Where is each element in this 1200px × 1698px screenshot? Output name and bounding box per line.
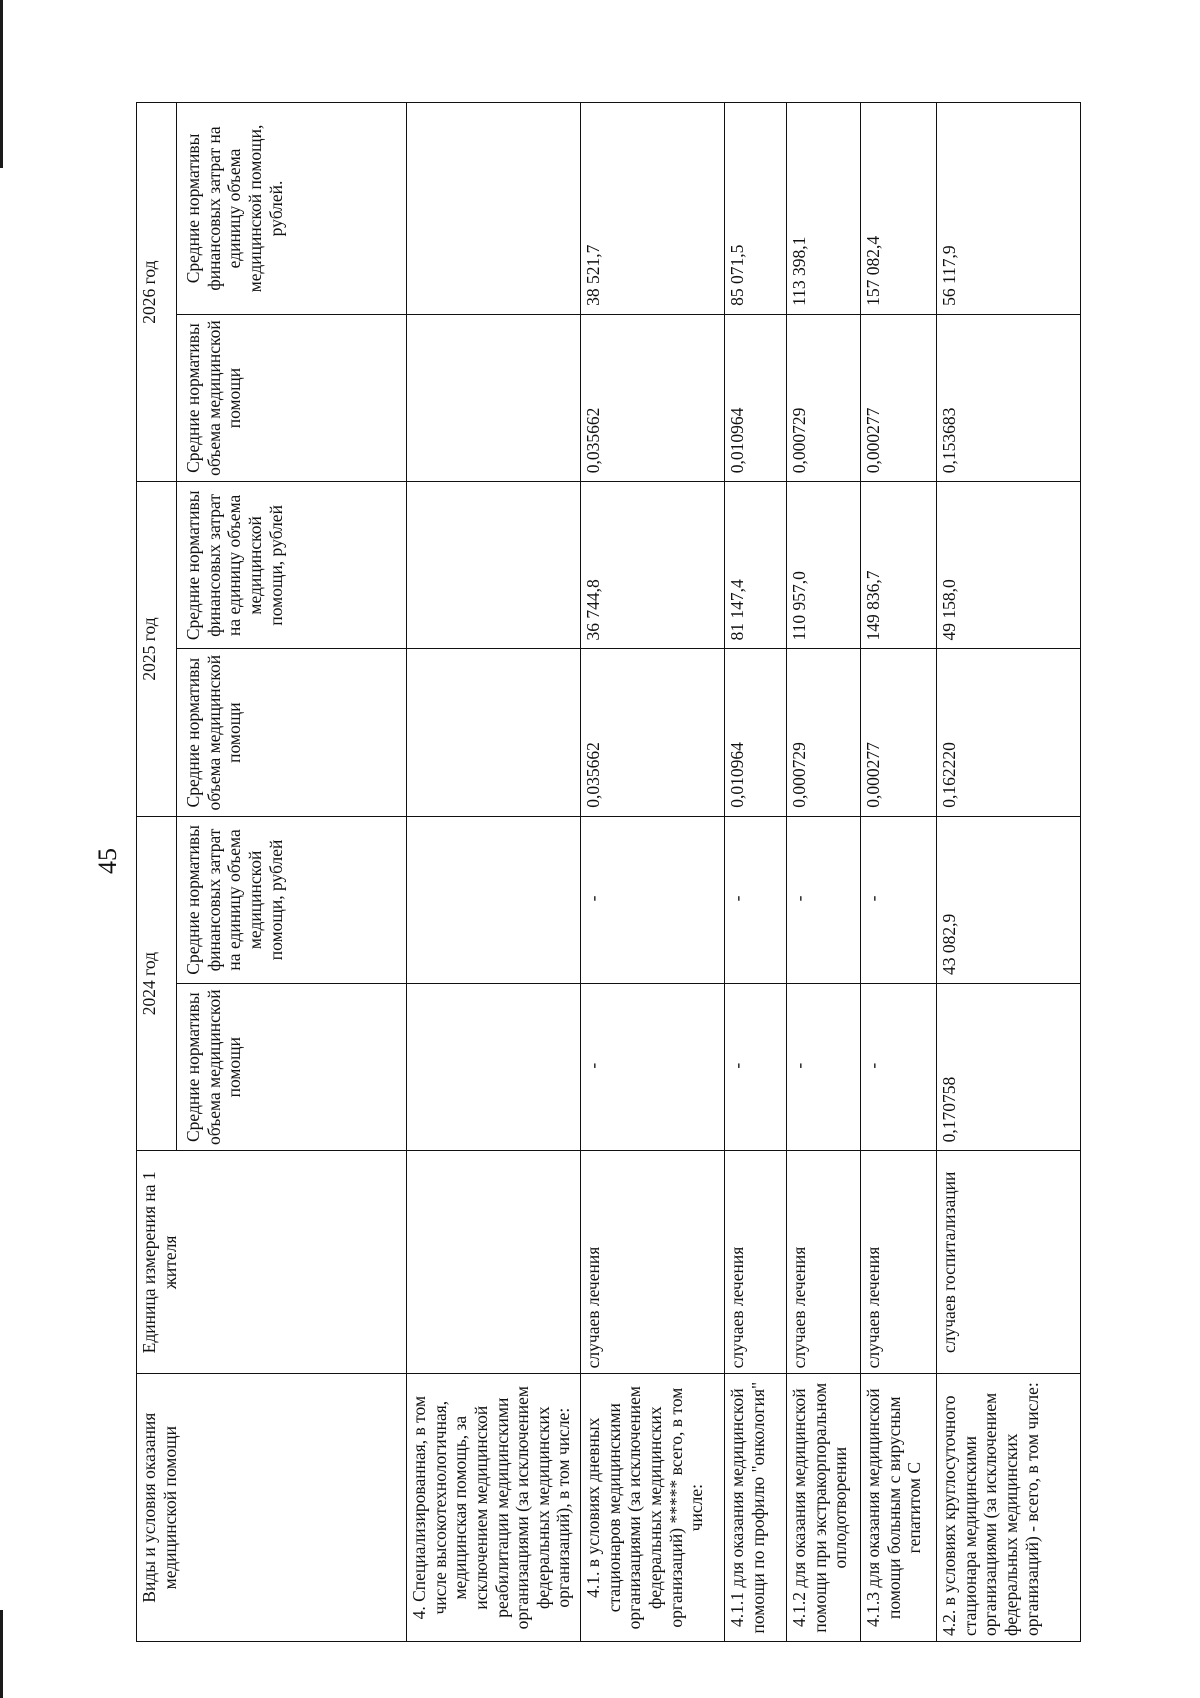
row-unit: случаев лечения xyxy=(861,1151,937,1374)
value-2025-volume: 0,000729 xyxy=(787,649,861,816)
row-kind: 4. Специализированная, в том числе высокотехнологичная, медицинская помощь, за исключением медицинской реабилитации медицинскими организациями (за исключением федеральных медицинских организаций), в том числе: xyxy=(407,1374,581,1642)
value-2026-volume: 0,000729 xyxy=(787,314,861,481)
header-unit: Единица измерения на 1 жителя xyxy=(137,1151,407,1374)
value-2024-cost: 43 082,9 xyxy=(937,816,1081,983)
value-2025-volume: 0,035662 xyxy=(581,649,725,816)
row-kind: 4.1.1 для оказания медицинской помощи по профилю "онкология" xyxy=(725,1374,787,1642)
row-unit: случаев лечения xyxy=(581,1151,725,1374)
value-2026-cost: 56 117,9 xyxy=(937,103,1081,315)
table-row xyxy=(581,103,725,1642)
value-2025-volume: 0,162220 xyxy=(937,649,1081,816)
value-2026-volume: 0,153683 xyxy=(937,314,1081,481)
subheader-volume-2026: Средние нормативы объема медицинской помощи xyxy=(177,314,407,481)
value-2026-volume: 0,035662 xyxy=(581,314,725,481)
value-2025-volume: 0,000277 xyxy=(861,649,937,816)
value-2025-volume: 0,010964 xyxy=(725,649,787,816)
value-2026-cost xyxy=(407,103,581,315)
value-2026-volume: 0,010964 xyxy=(725,314,787,481)
value-2025-cost: 49 158,0 xyxy=(937,482,1081,649)
scan-edge-line xyxy=(0,1610,3,1698)
medical-care-norms-table xyxy=(136,102,1081,1642)
value-2024-cost: - xyxy=(787,816,861,983)
header-year-2024: 2024 год xyxy=(137,816,177,1151)
value-2025-cost: 149 836,7 xyxy=(861,482,937,649)
table-row xyxy=(861,103,937,1642)
value-2024-volume: - xyxy=(861,984,937,1151)
value-2026-volume: 0,000277 xyxy=(861,314,937,481)
value-2024-volume xyxy=(407,984,581,1151)
row-unit: случаев лечения xyxy=(725,1151,787,1374)
scan-edge-line xyxy=(0,0,3,168)
subheader-cost-2025: Средние нормативы финансовых затрат на единицу объема медицинской помощи, рублей xyxy=(177,482,407,649)
row-kind: 4.1. в условиях дневных стационаров медицинскими организациями (за исключением федеральных медицинских организаций) ***** всего, в том числе: xyxy=(581,1374,725,1642)
value-2024-cost: - xyxy=(581,816,725,983)
table-row xyxy=(937,103,1081,1642)
subheader-volume-2025: Средние нормативы объема медицинской помощи xyxy=(177,649,407,816)
row-unit: случаев госпитализации xyxy=(937,1151,1081,1374)
row-kind: 4.2. в условиях круглосуточного стационара медицинскими организациями (за исключением федеральных медицинских организаций) - всего, в том числе: xyxy=(937,1374,1081,1642)
value-2024-cost: - xyxy=(861,816,937,983)
value-2025-cost xyxy=(407,482,581,649)
row-unit: случаев лечения xyxy=(787,1151,861,1374)
table-row xyxy=(787,103,861,1642)
value-2025-cost: 36 744,8 xyxy=(581,482,725,649)
value-2026-cost: 85 071,5 xyxy=(725,103,787,315)
value-2024-cost xyxy=(407,816,581,983)
header-year-2025: 2025 год xyxy=(137,482,177,817)
row-unit xyxy=(407,1151,581,1374)
page-number: 45 xyxy=(93,848,122,874)
value-2026-cost: 157 082,4 xyxy=(861,103,937,315)
table-row xyxy=(725,103,787,1642)
value-2026-volume xyxy=(407,314,581,481)
value-2025-cost: 110 957,0 xyxy=(787,482,861,649)
value-2025-cost: 81 147,4 xyxy=(725,482,787,649)
table-row xyxy=(407,103,581,1642)
value-2024-volume: - xyxy=(581,984,725,1151)
value-2024-volume: 0,170758 xyxy=(937,984,1081,1151)
value-2024-cost: - xyxy=(725,816,787,983)
value-2026-cost: 38 521,7 xyxy=(581,103,725,315)
value-2025-volume xyxy=(407,649,581,816)
rotated-table-wrapper xyxy=(136,102,1080,1642)
value-2024-volume: - xyxy=(787,984,861,1151)
header-year-2026: 2026 год xyxy=(137,103,177,482)
value-2026-cost: 113 398,1 xyxy=(787,103,861,315)
subheader-cost-2026: Средние нормативы финансовых затрат на единицу объема медицинской помощи, рублей. xyxy=(177,103,407,315)
subheader-cost-2024: Средние нормативы финансовых затрат на единицу объема медицинской помощи, рублей xyxy=(177,816,407,983)
subheader-volume-2024: Средние нормативы объема медицинской помощи xyxy=(177,984,407,1151)
header-kind: Виды и условия оказания медицинской помощи xyxy=(137,1374,407,1642)
row-kind: 4.1.2 для оказания медицинской помощи при экстракорпоральном оплодотворении xyxy=(787,1374,861,1642)
value-2024-volume: - xyxy=(725,984,787,1151)
row-kind: 4.1.3 для оказания медицинской помощи больным с вирусным гепатитом С xyxy=(861,1374,937,1642)
